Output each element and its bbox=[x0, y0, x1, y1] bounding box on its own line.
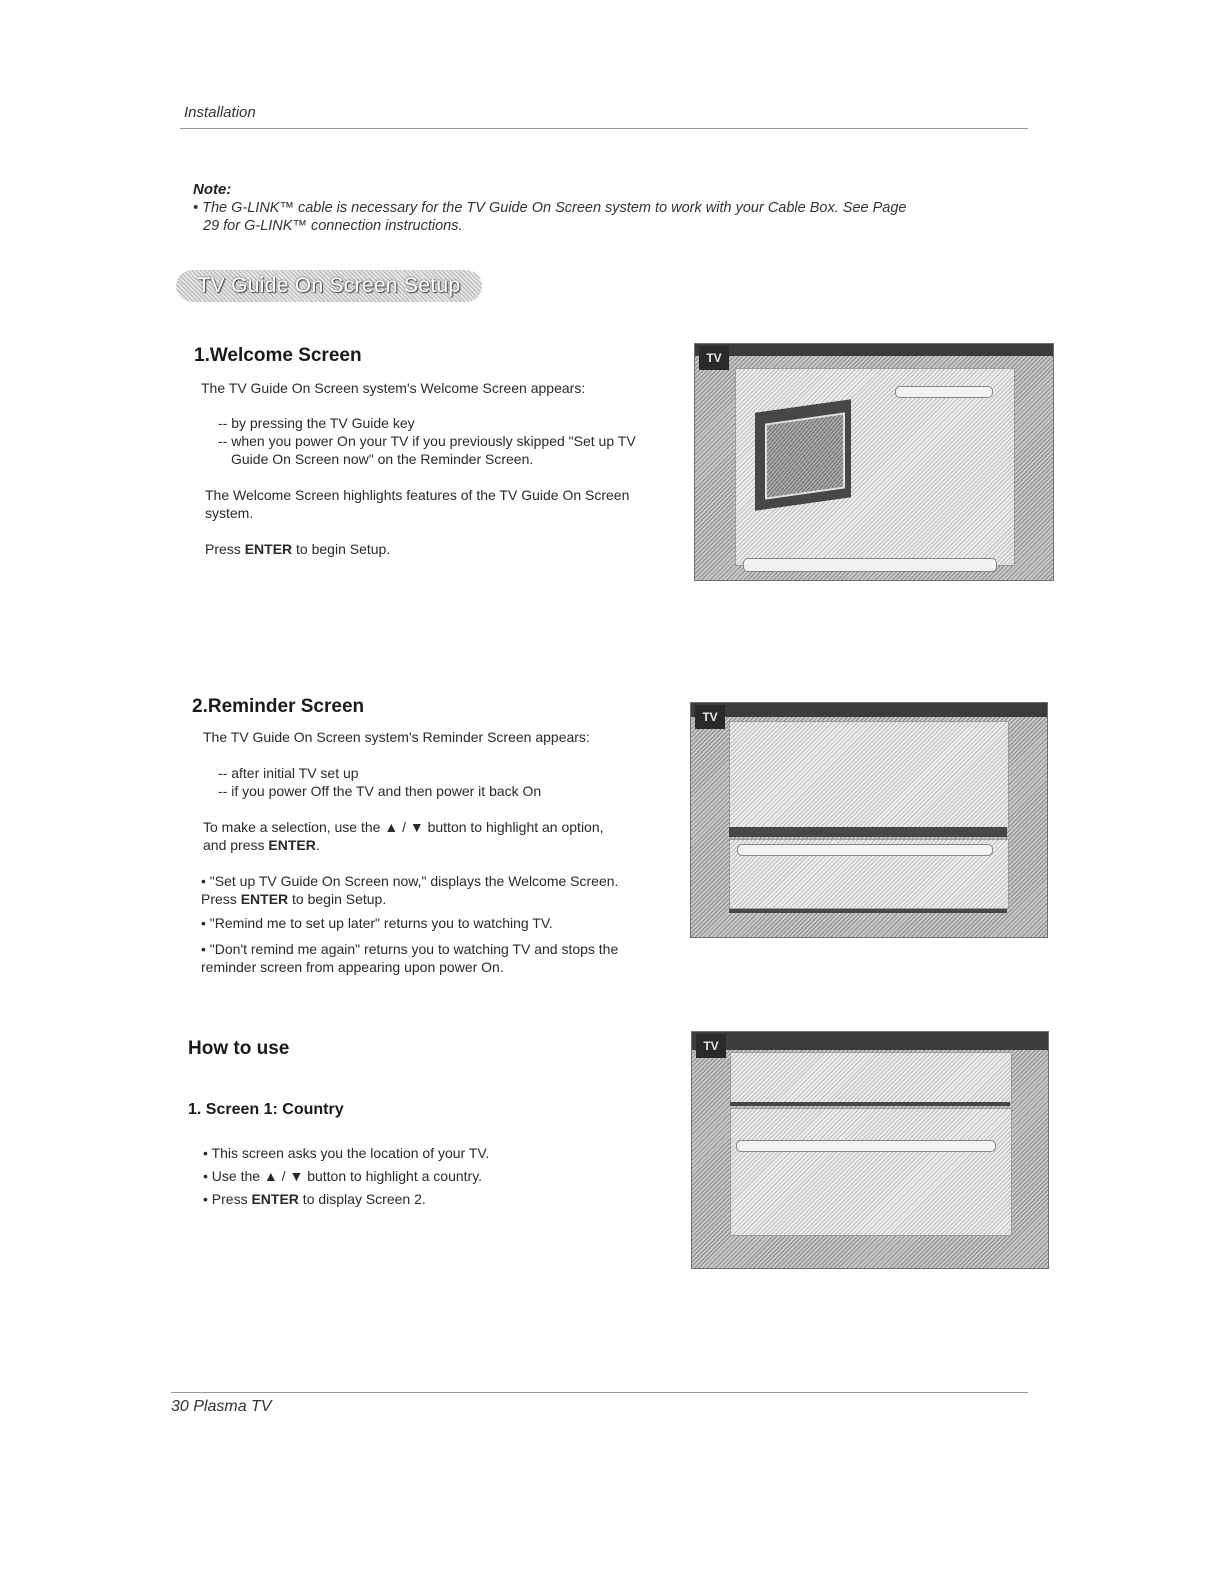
section-label: Installation bbox=[184, 104, 256, 121]
welcome-heading: 1.Welcome Screen bbox=[194, 345, 362, 366]
welcome-desc-1: The Welcome Screen highlights features of the TV Guide On Screen bbox=[205, 487, 630, 503]
enter-key-label: ENTER bbox=[251, 1191, 299, 1207]
reminder-select-2: and press ENTER. bbox=[203, 837, 320, 853]
welcome-press: Press ENTER to begin Setup. bbox=[205, 541, 391, 557]
welcome-bullet-2a: -- when you power On your TV if you previously skipped "Set up TV bbox=[218, 433, 636, 449]
note-title: Note: bbox=[193, 181, 232, 198]
tv-guide-logo: TV bbox=[699, 346, 729, 370]
banner-title: TV Guide On Screen Setup bbox=[197, 274, 461, 297]
reminder-option-1b: Press ENTER to begin Setup. bbox=[201, 891, 387, 907]
reminder-option-1a: • "Set up TV Guide On Screen now," displays the Welcome Screen. bbox=[201, 873, 619, 889]
reminder-screen-image bbox=[690, 702, 1048, 938]
reminder-intro: The TV Guide On Screen system's Reminder Screen appears: bbox=[203, 729, 590, 745]
tv-guide-logo: TV bbox=[695, 705, 725, 729]
welcome-bullet-2b: Guide On Screen now" on the Reminder Screen. bbox=[231, 451, 534, 467]
note-line-2: 29 for G-LINK™ connection instructions. bbox=[203, 218, 463, 234]
note-line-1: • The G-LINK™ cable is necessary for the TV Guide On Screen system to work with your Cable Box. See Page bbox=[193, 200, 907, 216]
reminder-heading: 2.Reminder Screen bbox=[192, 696, 365, 717]
howto-bullet-2: • Use the ▲ / ▼ button to highlight a country. bbox=[203, 1168, 483, 1184]
welcome-screen-image bbox=[694, 343, 1054, 581]
reminder-bullet-2: -- if you power Off the TV and then power it back On bbox=[218, 783, 542, 799]
howto-bullet-1: • This screen asks you the location of your TV. bbox=[203, 1145, 490, 1161]
reminder-option-3b: reminder screen from appearing upon power On. bbox=[201, 959, 504, 975]
enter-key-label: ENTER bbox=[244, 541, 293, 557]
tv-guide-logo: TV bbox=[696, 1034, 726, 1058]
reminder-select-1: To make a selection, use the ▲ / ▼ button to highlight an option, bbox=[203, 819, 604, 835]
reminder-bullet-1: -- after initial TV set up bbox=[218, 765, 359, 781]
welcome-bullet-1: -- by pressing the TV Guide key bbox=[218, 415, 415, 431]
section-banner bbox=[176, 270, 482, 302]
welcome-desc-2: system. bbox=[205, 505, 254, 521]
country-screen-heading: 1. Screen 1: Country bbox=[188, 1101, 344, 1118]
footer-rule bbox=[171, 1392, 1028, 1393]
header-rule bbox=[180, 128, 1028, 129]
country-screen-image bbox=[691, 1031, 1049, 1269]
enter-key-label: ENTER bbox=[268, 837, 316, 853]
page-number: 30 Plasma TV bbox=[171, 1398, 272, 1415]
howto-bullet-3: • Press ENTER to display Screen 2. bbox=[203, 1191, 426, 1207]
reminder-option-3a: • "Don't remind me again" returns you to watching TV and stops the bbox=[201, 941, 619, 957]
enter-key-label: ENTER bbox=[240, 891, 289, 907]
welcome-intro: The TV Guide On Screen system's Welcome Screen appears: bbox=[201, 380, 586, 396]
howto-heading: How to use bbox=[188, 1038, 290, 1059]
reminder-option-2: • "Remind me to set up later" returns you to watching TV. bbox=[201, 915, 553, 931]
